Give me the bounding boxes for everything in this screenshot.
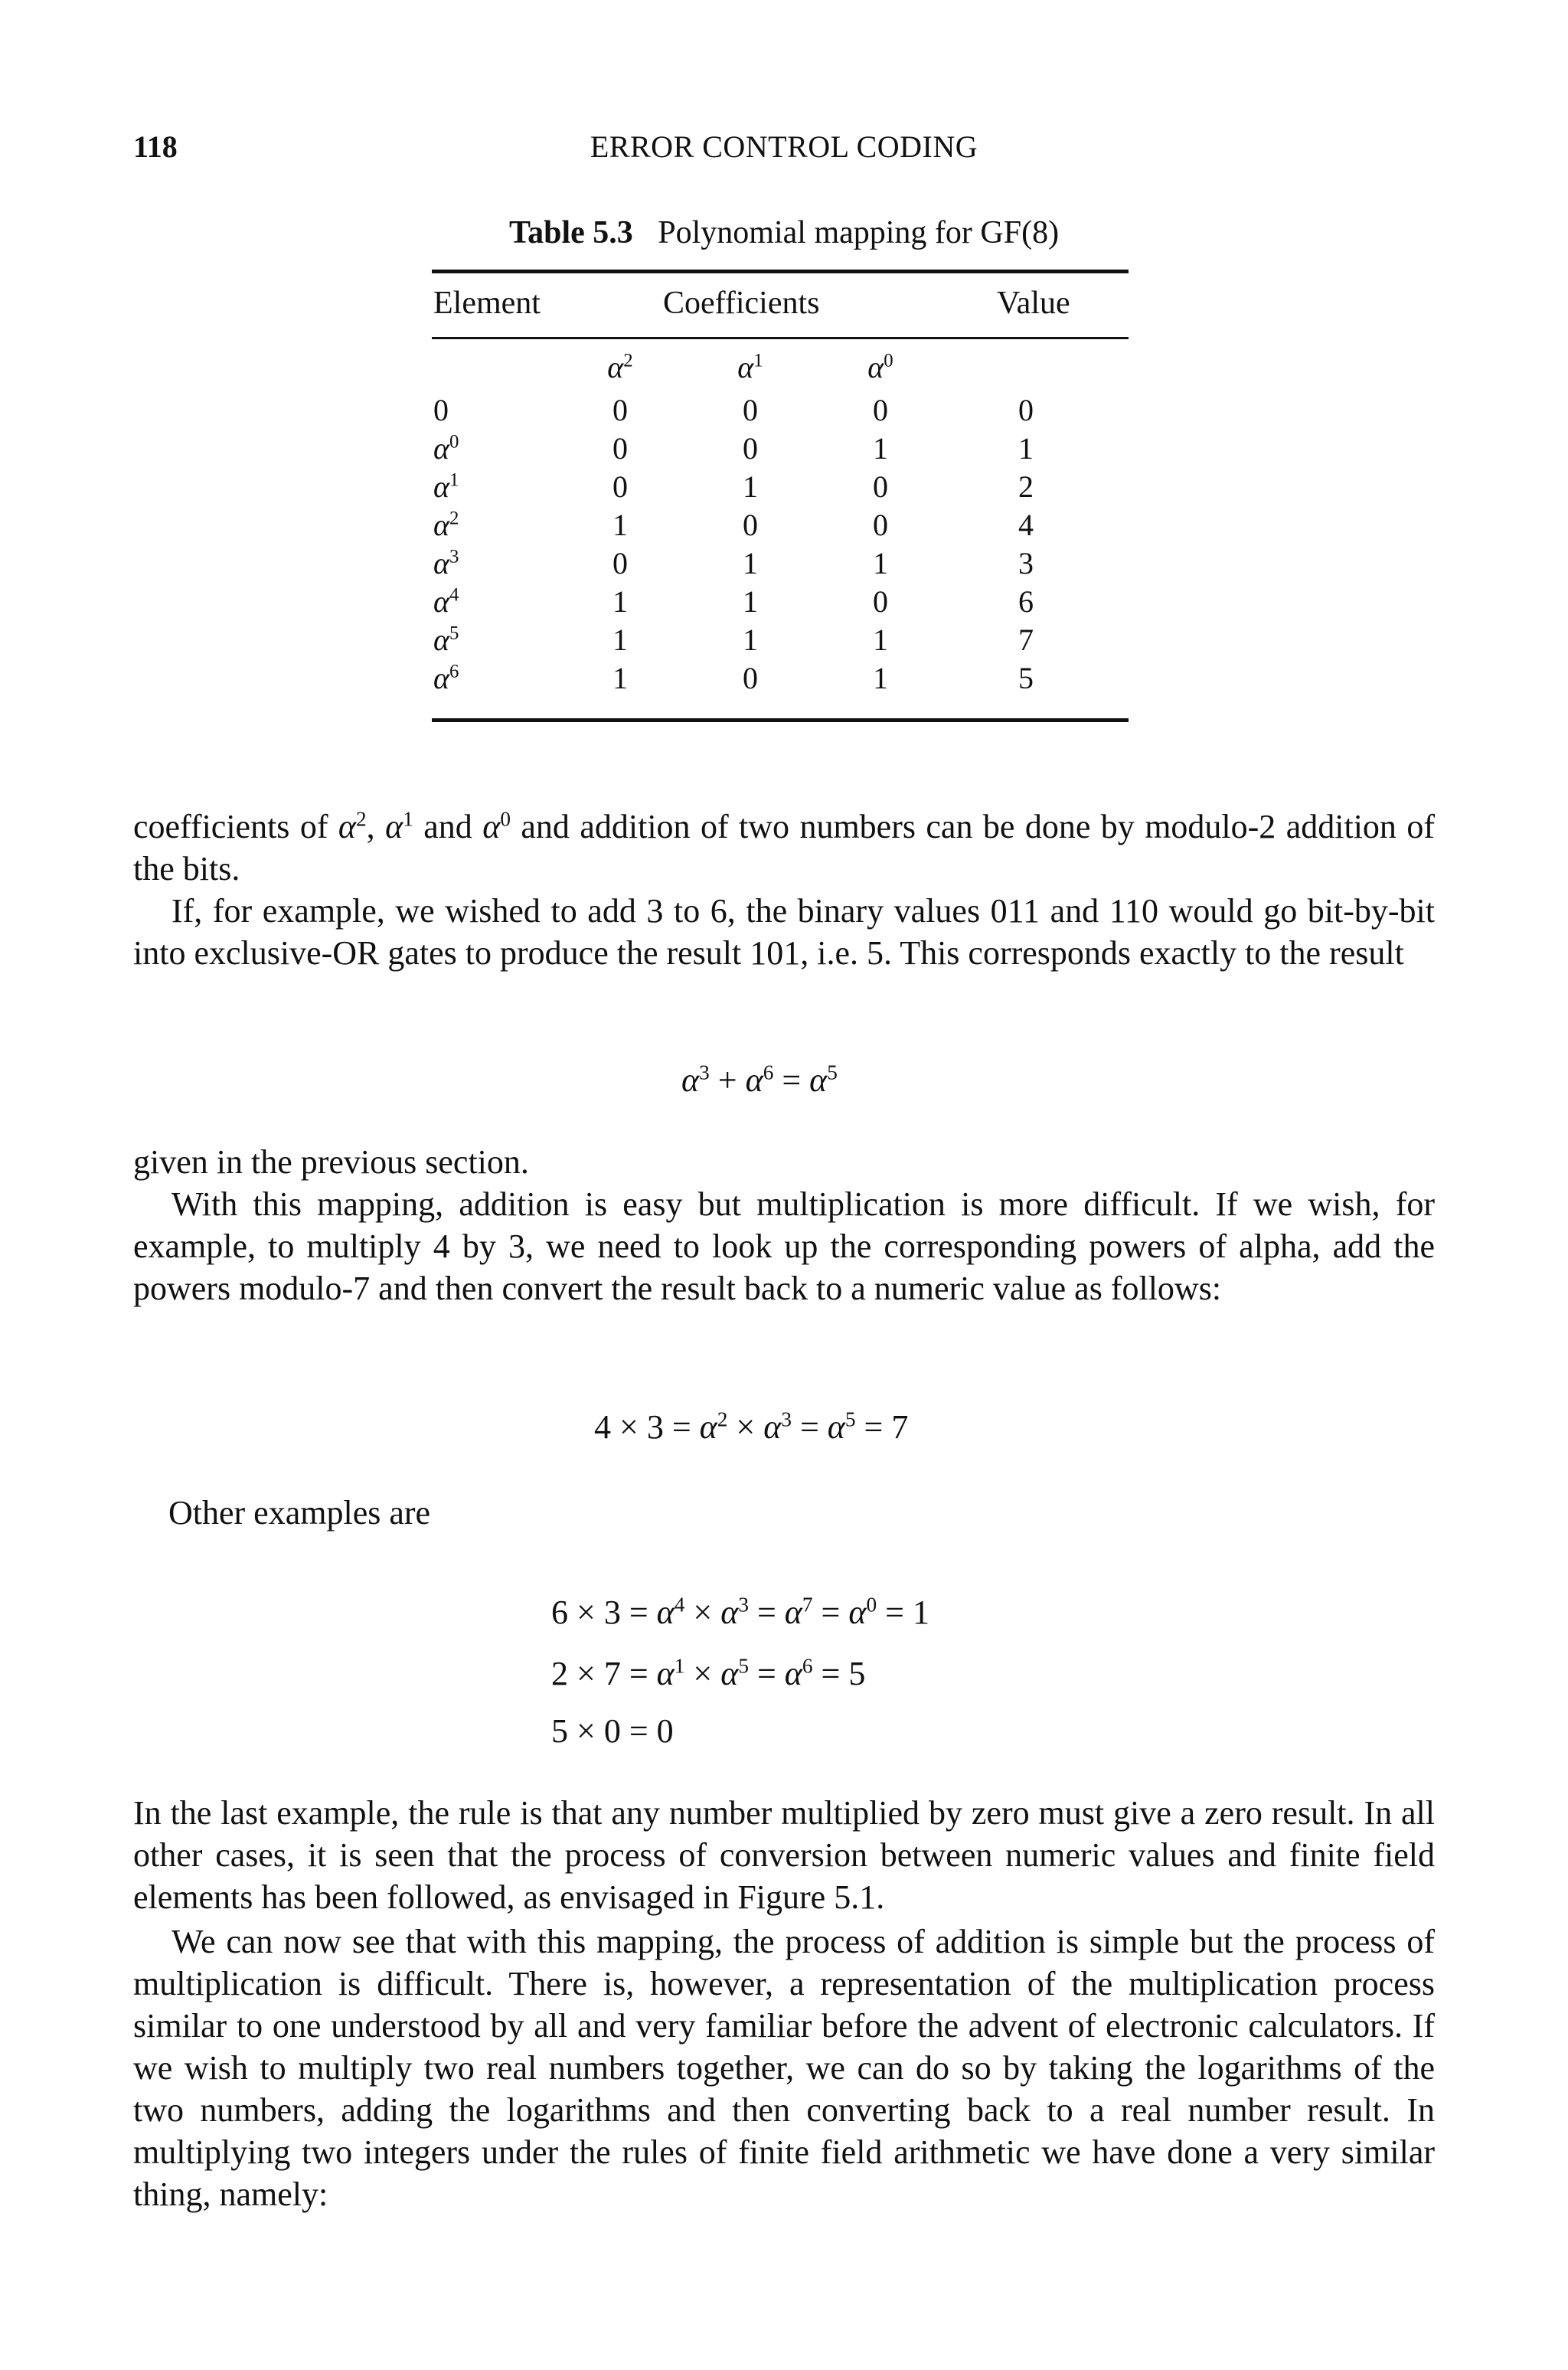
page-number: 118 bbox=[133, 129, 178, 164]
table-title: Polynomial mapping for GF(8) bbox=[658, 215, 1060, 250]
table-cell-c0: 0 bbox=[873, 508, 888, 542]
table-cell-element: $\alpha^2$ bbox=[433, 508, 459, 542]
table-cell-value: 7 bbox=[1018, 623, 1034, 657]
table-top-rule bbox=[432, 270, 1129, 273]
paragraph-multiplication: With this mapping, addition is easy but multiplication is more difficult. If we wish, for example, to multiply 4 by 3, we need to look up the corresponding powers of alpha, add the powers modulo-7 and then convert the result back to a numeric value as follows: bbox=[133, 1185, 1435, 1307]
table-cell-element: $\alpha^0$ bbox=[433, 431, 459, 466]
paragraph-previous-section: given in the previous section. bbox=[133, 1143, 529, 1181]
table-cell-value: 1 bbox=[1018, 431, 1034, 466]
table-bottom-rule bbox=[432, 718, 1129, 722]
table-cell-c1: 0 bbox=[743, 661, 758, 695]
table-cell-c2: 1 bbox=[612, 508, 628, 542]
table-cell-c0: 1 bbox=[873, 661, 888, 695]
table-cell-element: $\alpha^4$ bbox=[433, 584, 459, 619]
coef-header-a0: $\alpha^0$ bbox=[867, 350, 893, 384]
coef-header-a1: $\alpha^1$ bbox=[737, 350, 763, 384]
paragraph-zero-rule: In the last example, the rule is that any number multiplied by zero must give a zero result. In all other cases, it is seen that the process of conversion between numeric values and finite field elements has been followed, as envisaged in Figure 5.1. bbox=[133, 1794, 1435, 1916]
table-cell-c0: 0 bbox=[873, 393, 888, 427]
table-cell-c2: 1 bbox=[612, 623, 628, 657]
paragraph-add-example: If, for example, we wished to add 3 to 6, the binary values 011 and 110 would go bit-by-bit into exclusive-OR gates to produce the result 101, i.e. 5. This corresponds exactly to the result bbox=[133, 892, 1435, 972]
table-caption bbox=[0, 214, 1568, 251]
header-coefficients: Coefficients bbox=[663, 286, 820, 321]
table-cell-c0: 1 bbox=[873, 431, 888, 466]
equation-multiply: $4 \times 3 = \alpha^2 \times \alpha^3 = \alpha^5 = 7$ bbox=[594, 1407, 909, 1446]
table-cell-c1: 1 bbox=[743, 623, 758, 657]
table-cell-c2: 0 bbox=[612, 546, 628, 580]
header-element: Element bbox=[433, 286, 541, 321]
header-value: Value bbox=[997, 286, 1070, 321]
table-cell-c2: 1 bbox=[612, 661, 628, 695]
table-header-rule bbox=[432, 337, 1129, 339]
table-cell-c1: 1 bbox=[743, 469, 758, 504]
table-cell-value: 5 bbox=[1018, 661, 1034, 695]
table-cell-c0: 1 bbox=[873, 623, 888, 657]
table-cell-c2: 0 bbox=[612, 393, 628, 427]
table-cell-c2: 0 bbox=[612, 431, 628, 466]
table-cell-c2: 0 bbox=[612, 469, 628, 504]
paragraph-other-examples: Other examples are bbox=[168, 1494, 431, 1532]
table-cell-value: 4 bbox=[1018, 508, 1034, 542]
table-cell-value: 6 bbox=[1018, 584, 1034, 619]
running-head: ERROR CONTROL CODING bbox=[590, 129, 978, 164]
table-cell-value: 2 bbox=[1018, 469, 1034, 504]
paragraph-coefficients: coefficients of $\alpha^2$, $\alpha^1$ and $\alpha^0$ and addition of two numbers can be done by modulo-2 addition of the bits. bbox=[133, 807, 1435, 888]
equation-example-1: $6 \times 3 = \alpha^4 \times \alpha^3 = \alpha^7 = \alpha^0 = 1$ bbox=[551, 1593, 929, 1631]
table-cell-c2: 1 bbox=[612, 584, 628, 619]
coef-header-a2: $\alpha^2$ bbox=[607, 350, 633, 384]
table-cell-element: $\alpha^5$ bbox=[433, 623, 459, 657]
table-cell-c0: 1 bbox=[873, 546, 888, 580]
table-cell-element: $\alpha^6$ bbox=[433, 661, 459, 695]
table-cell-element: $\alpha^3$ bbox=[433, 546, 459, 580]
table-label: Table 5.3 bbox=[508, 215, 633, 250]
table-cell-c0: 0 bbox=[873, 584, 888, 619]
paragraph-logarithms: We can now see that with this mapping, the process of addition is simple but the process of multiplication is difficult. There is, however, a representation of the multiplication process similar to one understood by all and very familiar before the advent of electronic calculators. If we wish to multiply two real numbers together, we can do so by taking the logarithms of the two numbers, adding the logarithms and then converting back to a real number result. In multiplying two integers under the rules of finite field arithmetic we have done a very similar thing, namely: bbox=[133, 1923, 1435, 2213]
table-cell-c1: 0 bbox=[743, 508, 758, 542]
table-cell-value: 3 bbox=[1018, 546, 1034, 580]
table-cell-element: 0 bbox=[433, 393, 449, 427]
table-cell-c1: 0 bbox=[743, 393, 758, 427]
equation-example-2: $2 \times 7 = \alpha^1 \times \alpha^5 = \alpha^6 = 5$ bbox=[551, 1654, 866, 1692]
table-cell-c1: 1 bbox=[743, 584, 758, 619]
table-cell-c0: 0 bbox=[873, 469, 888, 504]
table-cell-element: $\alpha^1$ bbox=[433, 469, 459, 504]
table-cell-c1: 0 bbox=[743, 431, 758, 466]
equation-add: $\alpha^3 + \alpha^6 = \alpha^5$ bbox=[681, 1061, 838, 1099]
equation-example-3: 5 × 0 = 0 bbox=[551, 1712, 674, 1750]
table-cell-c1: 1 bbox=[743, 546, 758, 580]
table-cell-value: 0 bbox=[1018, 393, 1034, 427]
